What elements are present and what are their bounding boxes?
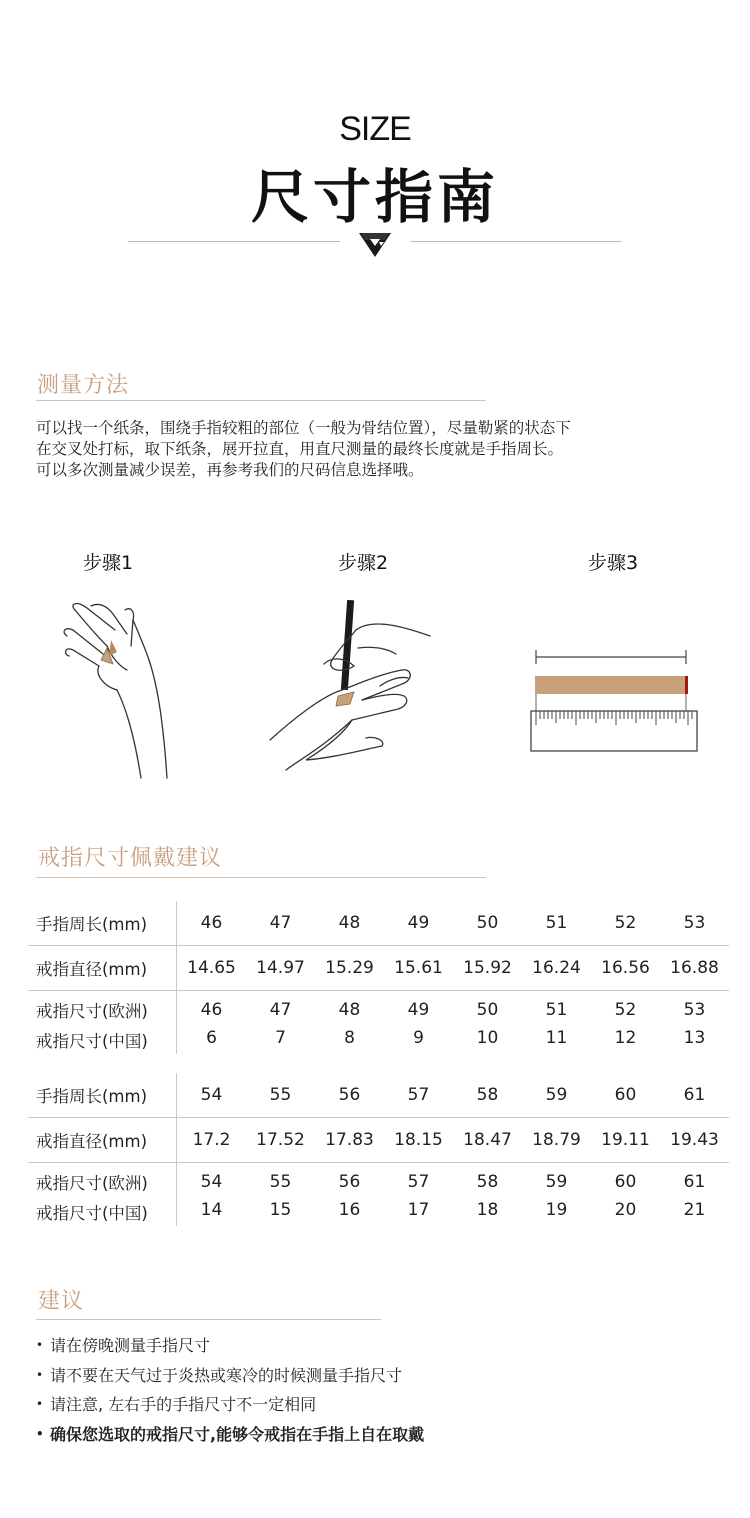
table-cell: 49: [407, 999, 430, 1020]
table-cell: 60: [591, 1073, 660, 1118]
table-cell: 16: [338, 1200, 361, 1220]
table-row-eu-size: [28, 991, 729, 1029]
bullet-icon: •: [36, 1338, 44, 1352]
hand-wrap-illustration: [55, 600, 180, 780]
table-cell: 61: [683, 1171, 706, 1192]
table-cell: 18.15: [384, 1118, 453, 1163]
table-cell: 54: [200, 1171, 223, 1192]
table-row-diameter: [28, 1118, 729, 1163]
table-cell: 59: [545, 1171, 568, 1192]
bullet-icon: •: [36, 1427, 44, 1441]
table-cell: 18: [476, 1200, 499, 1220]
table-cell: 19: [545, 1200, 568, 1220]
table-cell: 46: [200, 999, 223, 1020]
table-cell: 55: [269, 1171, 292, 1192]
ruler-strip-illustration: [528, 645, 703, 760]
measure-line: 可以多次测量减少误差，再参考我们的尺码信息选择哦。: [36, 461, 424, 479]
table-row-cn-size: [28, 1200, 729, 1226]
table-cell: 52: [591, 901, 660, 946]
step-3-label: 步骤3: [587, 552, 639, 574]
table-row-circumference: [28, 1073, 729, 1118]
table-cell: 14.65: [177, 946, 247, 991]
table-cell: 12: [614, 1028, 637, 1048]
table-cell: 21: [683, 1200, 706, 1220]
table-cell: 46: [177, 901, 247, 946]
advice-title: 建议: [38, 1289, 85, 1314]
table-row-circumference: [28, 901, 729, 946]
table-cell: 56: [315, 1073, 384, 1118]
table-cell: 48: [315, 901, 384, 946]
table-cell: 16.56: [591, 946, 660, 991]
table-cell: 47: [246, 901, 315, 946]
table-cell: 19.11: [591, 1118, 660, 1163]
advice-item-text: 请在傍晚测量手指尺寸: [50, 1336, 211, 1355]
table-cell: 61: [660, 1073, 729, 1118]
table-cell: 51: [522, 901, 591, 946]
table-cell: 58: [476, 1171, 499, 1192]
table-cell: 49: [384, 901, 453, 946]
measure-method-text: [36, 418, 716, 481]
advice-item-text: 请不要在天气过于炎热或寒冷的时候测量手指尺寸: [50, 1366, 403, 1385]
diamond-logo-icon: [357, 231, 393, 259]
row-label: 戒指尺寸(中国): [28, 1028, 177, 1054]
measure-line: 在交叉处打标，取下纸条，展开拉直，用直尺测量的最终长度就是手指周长。: [36, 440, 564, 458]
table-cell: 17: [407, 1200, 430, 1220]
table-cell: 15.61: [384, 946, 453, 991]
advice-rule: [36, 1319, 381, 1320]
table-cell: 57: [407, 1171, 430, 1192]
table-cell: 18.47: [453, 1118, 522, 1163]
table-cell: 14: [200, 1200, 223, 1220]
table-row-cn-size: [28, 1028, 729, 1054]
table-cell: 17.83: [315, 1118, 384, 1163]
table-cell: 16.88: [660, 946, 729, 991]
size-table-title: 戒指尺寸佩戴建议: [38, 846, 223, 871]
row-label: 手指周长(mm): [28, 901, 177, 946]
table-cell: 48: [338, 999, 361, 1020]
table-cell: 7: [275, 1028, 286, 1048]
row-label: 戒指直径(mm): [28, 946, 177, 991]
table-cell: 15: [269, 1200, 292, 1220]
row-label: 戒指尺寸(欧洲): [28, 1163, 177, 1201]
step-1-label: 步骤1: [82, 552, 134, 574]
size-table-block-1: [28, 901, 729, 1054]
measure-line: 可以找一个纸条，围绕手指较粗的部位（一般为骨结位置），尽量勒紧的状态下: [36, 419, 571, 437]
table-row-eu-size: [28, 1163, 729, 1201]
row-label: 戒指尺寸(欧洲): [28, 991, 177, 1029]
table-cell: 6: [206, 1028, 217, 1048]
row-label: 手指周长(mm): [28, 1073, 177, 1118]
table-cell: 53: [660, 901, 729, 946]
table-cell: 55: [246, 1073, 315, 1118]
bullet-icon: •: [36, 1397, 44, 1411]
table-cell: 15.29: [315, 946, 384, 991]
table-cell: 18.79: [522, 1118, 591, 1163]
advice-item: [36, 1422, 424, 1445]
advice-item: [36, 1392, 316, 1415]
table-cell: 17.52: [246, 1118, 315, 1163]
ornament-line-right: [410, 241, 622, 242]
table-cell: 56: [338, 1171, 361, 1192]
table-cell: 8: [344, 1028, 355, 1048]
table-cell: 17.2: [177, 1118, 247, 1163]
size-guide-title: 尺寸指南: [250, 163, 499, 231]
table-cell: 59: [522, 1073, 591, 1118]
table-cell: 50: [476, 999, 499, 1020]
table-cell: 53: [683, 999, 706, 1020]
table-cell: 47: [269, 999, 292, 1020]
table-cell: 13: [683, 1028, 706, 1048]
table-cell: 19.43: [660, 1118, 729, 1163]
advice-item: [36, 1333, 210, 1356]
table-cell: 54: [177, 1073, 247, 1118]
table-cell: 11: [545, 1028, 568, 1048]
advice-item-text: 请注意, 左右手的手指尺寸不一定相同: [50, 1395, 317, 1414]
size-heading-en: SIZE: [339, 110, 411, 148]
hand-pen-illustration: [262, 600, 437, 780]
measure-method-rule: [36, 400, 486, 401]
table-cell: 14.97: [246, 946, 315, 991]
row-label: 戒指直径(mm): [28, 1118, 177, 1163]
table-cell: 50: [453, 901, 522, 946]
table-cell: 57: [384, 1073, 453, 1118]
advice-item-text: 确保您选取的戒指尺寸,能够令戒指在手指上自在取戴: [50, 1425, 425, 1444]
measure-method-title: 测量方法: [37, 373, 130, 398]
table-cell: 51: [545, 999, 568, 1020]
advice-item: [36, 1363, 402, 1386]
size-table-block-2: [28, 1073, 729, 1226]
row-label: 戒指尺寸(中国): [28, 1200, 177, 1226]
table-cell: 16.24: [522, 946, 591, 991]
table-cell: 52: [614, 999, 637, 1020]
step-2-label: 步骤2: [337, 552, 389, 574]
table-cell: 10: [476, 1028, 499, 1048]
bullet-icon: •: [36, 1368, 44, 1382]
ornament-line-left: [128, 241, 340, 242]
table-cell: 58: [453, 1073, 522, 1118]
table-cell: 15.92: [453, 946, 522, 991]
table-cell: 9: [413, 1028, 424, 1048]
table-row-diameter: [28, 946, 729, 991]
size-table-rule: [36, 877, 486, 878]
table-cell: 60: [614, 1171, 637, 1192]
table-cell: 20: [614, 1200, 637, 1220]
